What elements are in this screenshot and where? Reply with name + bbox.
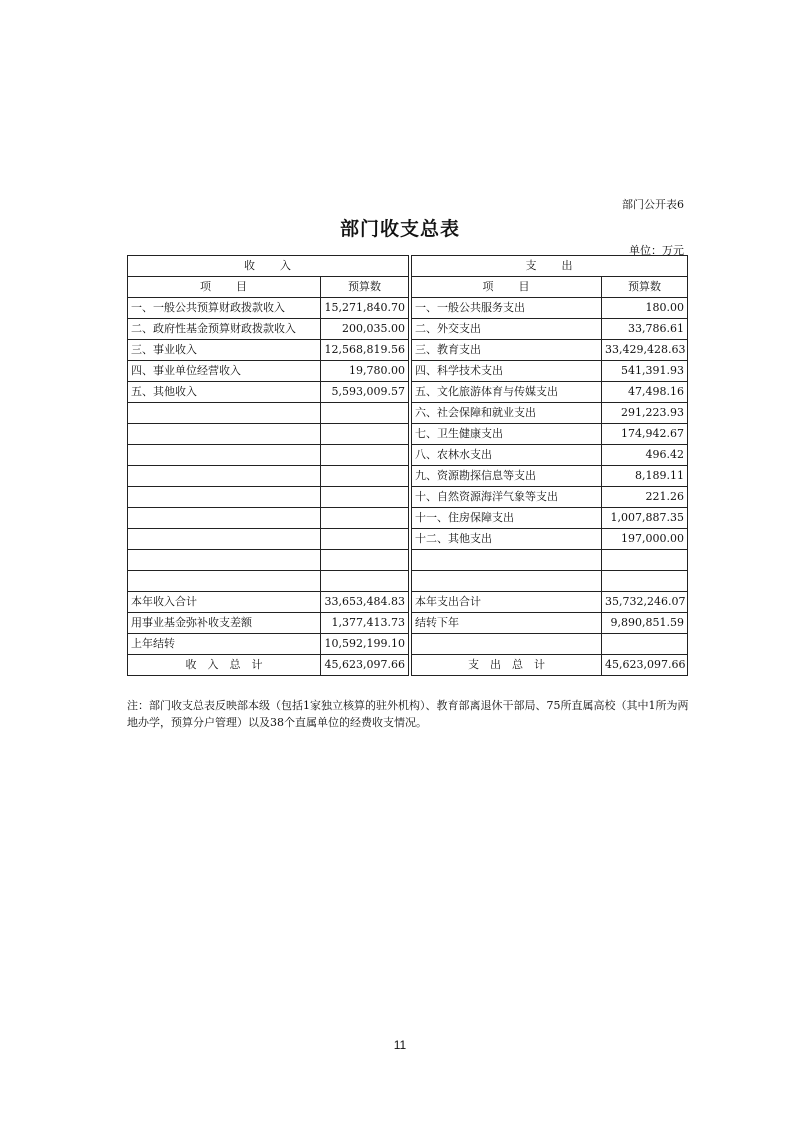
income-amount-cell (321, 424, 409, 445)
expense-item-cell: 结转下年 (412, 613, 602, 634)
income-total-label: 收 入 总 计 (128, 655, 321, 676)
expense-item-column-header: 项 目 (412, 277, 602, 298)
income-amount-cell (321, 571, 409, 592)
expense-amount-cell: 33,429,428.63 (602, 340, 688, 361)
expense-item-cell: 十一、住房保障支出 (412, 508, 602, 529)
income-amount-cell: 33,653,484.83 (321, 592, 409, 613)
income-item-cell: 用事业基金弥补收支差额 (128, 613, 321, 634)
table-row (128, 361, 688, 382)
income-item-cell (128, 445, 321, 466)
expense-item-cell: 七、卫生健康支出 (412, 424, 602, 445)
expense-amount-cell: 180.00 (602, 298, 688, 319)
table-row (128, 550, 688, 571)
table-row (128, 508, 688, 529)
income-amount-cell: 15,271,840.70 (321, 298, 409, 319)
table-row (128, 592, 688, 613)
table-row (128, 340, 688, 361)
income-item-cell: 四、事业单位经营收入 (128, 361, 321, 382)
unit-label: 单位：万元 (629, 244, 684, 257)
income-total-amount: 45,623,097.66 (321, 655, 409, 676)
expense-amount-column-header: 预算数 (602, 277, 688, 298)
income-item-cell (128, 403, 321, 424)
income-item-cell: 二、政府性基金预算财政拨款收入 (128, 319, 321, 340)
income-item-cell (128, 508, 321, 529)
income-amount-cell: 10,592,199.10 (321, 634, 409, 655)
income-item-cell: 一、一般公共预算财政拨款收入 (128, 298, 321, 319)
expense-item-cell: 九、资源勘探信息等支出 (412, 466, 602, 487)
expense-item-cell: 八、农林水支出 (412, 445, 602, 466)
expense-item-cell (412, 571, 602, 592)
income-amount-cell (321, 403, 409, 424)
page-number: 11 (393, 1038, 407, 1052)
income-item-cell: 三、事业收入 (128, 340, 321, 361)
table-row (128, 445, 688, 466)
income-item-cell (128, 424, 321, 445)
expense-amount-cell: 174,942.67 (602, 424, 688, 445)
expense-amount-cell (602, 550, 688, 571)
table-row (128, 634, 688, 655)
income-amount-cell (321, 508, 409, 529)
table-row (128, 613, 688, 634)
expense-item-cell: 十、自然资源海洋气象等支出 (412, 487, 602, 508)
footnote: 注：部门收支总表反映部本级（包括1家独立核算的驻外机构）、教育部离退休干部局、75所直属高校（其中1所为两地办学，预算分户管理）以及38个直属单位的经费收支情况。 (127, 699, 689, 729)
income-amount-cell (321, 487, 409, 508)
budget-table (127, 255, 688, 676)
expense-item-cell: 五、文化旅游体育与传媒支出 (412, 382, 602, 403)
income-amount-cell: 200,035.00 (321, 319, 409, 340)
table-row (128, 571, 688, 592)
table-row (128, 382, 688, 403)
income-amount-cell (321, 529, 409, 550)
expense-item-cell: 本年支出合计 (412, 592, 602, 613)
expense-header: 支 出 (412, 256, 688, 277)
expense-item-cell: 十二、其他支出 (412, 529, 602, 550)
expense-amount-cell: 496.42 (602, 445, 688, 466)
expense-amount-cell: 47,498.16 (602, 382, 688, 403)
expense-amount-cell (602, 634, 688, 655)
expense-amount-cell: 8,189.11 (602, 466, 688, 487)
table-row (128, 529, 688, 550)
expense-amount-cell: 197,000.00 (602, 529, 688, 550)
income-item-cell: 本年收入合计 (128, 592, 321, 613)
table-row (128, 403, 688, 424)
income-amount-cell (321, 445, 409, 466)
expense-item-cell: 二、外交支出 (412, 319, 602, 340)
form-number: 部门公开表6 (622, 198, 684, 211)
income-amount-cell: 12,568,819.56 (321, 340, 409, 361)
income-amount-column-header: 预算数 (321, 277, 409, 298)
table-row (128, 298, 688, 319)
income-amount-cell: 19,780.00 (321, 361, 409, 382)
expense-item-cell (412, 550, 602, 571)
expense-item-cell: 六、社会保障和就业支出 (412, 403, 602, 424)
income-item-cell (128, 487, 321, 508)
income-item-cell (128, 529, 321, 550)
expense-amount-cell: 35,732,246.07 (602, 592, 688, 613)
income-item-cell (128, 466, 321, 487)
income-item-cell: 五、其他收入 (128, 382, 321, 403)
expense-amount-cell: 291,223.93 (602, 403, 688, 424)
income-item-cell (128, 571, 321, 592)
income-amount-cell: 5,593,009.57 (321, 382, 409, 403)
income-item-cell: 上年结转 (128, 634, 321, 655)
income-header: 收 入 (128, 256, 409, 277)
expense-item-cell (412, 634, 602, 655)
expense-amount-cell: 541,391.93 (602, 361, 688, 382)
table-row (128, 424, 688, 445)
income-amount-cell (321, 550, 409, 571)
expense-amount-cell: 9,890,851.59 (602, 613, 688, 634)
expense-amount-cell (602, 571, 688, 592)
expense-amount-cell: 1,007,887.35 (602, 508, 688, 529)
expense-item-cell: 三、教育支出 (412, 340, 602, 361)
table-row (128, 466, 688, 487)
income-item-column-header: 项 目 (128, 277, 321, 298)
expense-amount-cell: 221.26 (602, 487, 688, 508)
expense-item-cell: 一、一般公共服务支出 (412, 298, 602, 319)
income-amount-cell (321, 466, 409, 487)
page-title: 部门收支总表 (339, 218, 460, 240)
expense-amount-cell: 33,786.61 (602, 319, 688, 340)
expense-total-label: 支 出 总 计 (412, 655, 602, 676)
expense-item-cell: 四、科学技术支出 (412, 361, 602, 382)
income-amount-cell: 1,377,413.73 (321, 613, 409, 634)
total-row (128, 655, 688, 676)
expense-total-amount: 45,623,097.66 (602, 655, 688, 676)
table-row (128, 487, 688, 508)
table-row (128, 319, 688, 340)
income-item-cell (128, 550, 321, 571)
